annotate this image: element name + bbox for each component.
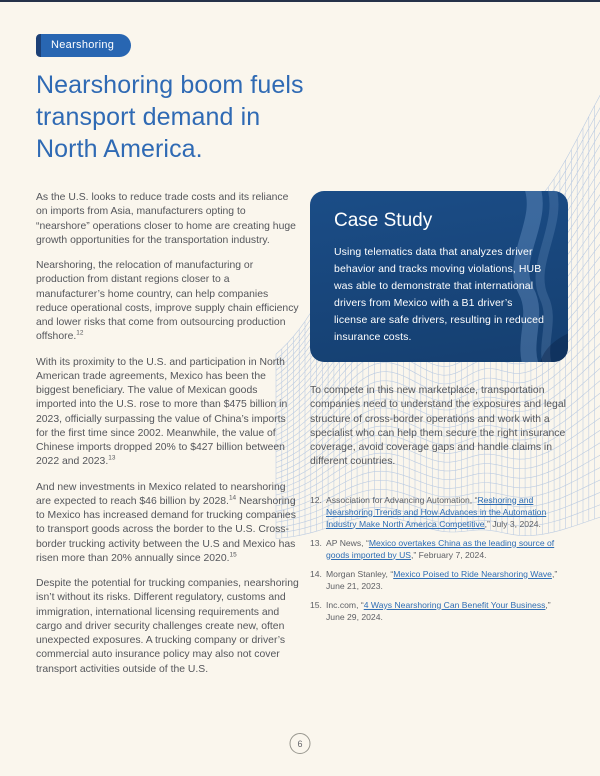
footnote-link[interactable]: 4 Ways Nearshoring Can Benefit Your Business	[363, 599, 546, 610]
footnote-item	[310, 568, 568, 592]
footnote-link[interactable]: Mexico Poised to Ride Nearshoring Wave	[393, 568, 552, 579]
footnote-source: Inc.com, “	[326, 599, 364, 610]
page-title-line: North America.	[36, 135, 203, 163]
footnote-number: 14.	[310, 568, 322, 579]
footnote-date: ,” February 7, 2024.	[411, 549, 487, 560]
case-study-title: Case Study	[334, 210, 433, 231]
section-badge: Nearshoring	[36, 34, 131, 57]
footnote-list	[310, 494, 568, 623]
footnote-text	[326, 537, 568, 561]
body-paragraph: With its proximity to the U.S. and participation in North American trade agreements, Mexico has been the biggest beneficiary. The value of Mexican goods imported into the U.S. rose to more than $475 billion in 2023, officially surpassing the value of China’s imports for the first time since 2002. Meanwhile, the value of Chinese imports dropped 20% to $427 billion between 2022 and 2023.13	[36, 356, 288, 468]
body-paragraph: And new investments in Mexico related to nearshoring are expected to reach $46 billion by 2028.14 Nearshoring to Mexico has increased demand for trucking companies to transport goods across the border to the U.S. Cross-border trucking activity between the U.S and Mexico has risen more than 20% annually since 2020.15	[36, 481, 296, 564]
footnote-text	[326, 599, 568, 623]
page-title-line: transport demand in	[36, 103, 261, 131]
footnote-item	[310, 599, 568, 623]
footnote-number: 12.	[310, 494, 322, 505]
footnote-date: ,” June 21, 2023.	[326, 568, 558, 591]
footnote-source: Morgan Stanley, “	[326, 568, 394, 579]
footnote-source: AP News, “	[326, 537, 369, 548]
footnote-number: 15.	[310, 599, 322, 610]
two-column-layout	[36, 191, 572, 688]
page-title	[36, 69, 572, 165]
footnote-date: ,” June 29, 2024.	[326, 599, 551, 622]
body-paragraph: Despite the potential for trucking companies, nearshoring isn’t without its risks. Different regulatory, customs and immigration, international licensing requirements and cargo and driver security challenges create new, often unexpected exposures. A trucking company or driver’s commercial auto insurance policy may also not cover transport activities outside of the U.S.	[36, 578, 299, 675]
page-title-line: Nearshoring boom fuels	[36, 71, 304, 99]
body-paragraph: As the U.S. looks to reduce trade costs and its reliance on imports from Asia, manufacturers opting to “nearshore” operations closer to home are creating huge growth opportunities for the transportation industry.	[36, 192, 296, 246]
footnote-item	[310, 537, 568, 561]
page-number-badge	[290, 733, 311, 754]
footnote-number: 13.	[310, 537, 322, 548]
page-number: 6	[297, 738, 303, 749]
case-study-card	[310, 191, 568, 362]
footnote-source: Association for Advancing Automation, “	[326, 494, 478, 505]
body-paragraph: Nearshoring, the relocation of manufacturing or production from distant regions closer to a manufacturer’s home country, can help companies reduce operational costs, improve supply chain efficiency and lower risks that come from outsourcing production offshore.$^{12}$	[36, 260, 299, 343]
left-text-column	[36, 191, 300, 688]
footnote-date: ,” July 3, 2024.	[484, 518, 541, 529]
footnote-link[interactable]: Mexico overtakes China as the leading source of goods imported by US	[326, 537, 555, 560]
footnote-link[interactable]: Reshoring and Nearshoring Trends and How Advances in the Automation Industry Make North America Competitive	[326, 494, 547, 529]
footnote-text	[326, 568, 568, 592]
body-paragraph: To compete in this new marketplace, transportation companies need to understand the exposures and legal structure of cross-border operations and work with a specialist who can help them secure the right insurance coverage, avoid coverage gaps and handle claims in different countries.	[310, 385, 566, 468]
right-text-column	[310, 191, 568, 688]
case-study-body: Using telematics data that analyzes driver behavior and tracks moving violations, HUB was able to demonstrate that international drivers from Mexico with a B1 driver’s license are safe drivers, resulting in reduced insurance costs.	[334, 246, 545, 343]
footnote-item	[310, 494, 568, 530]
footnote-text	[326, 494, 568, 530]
